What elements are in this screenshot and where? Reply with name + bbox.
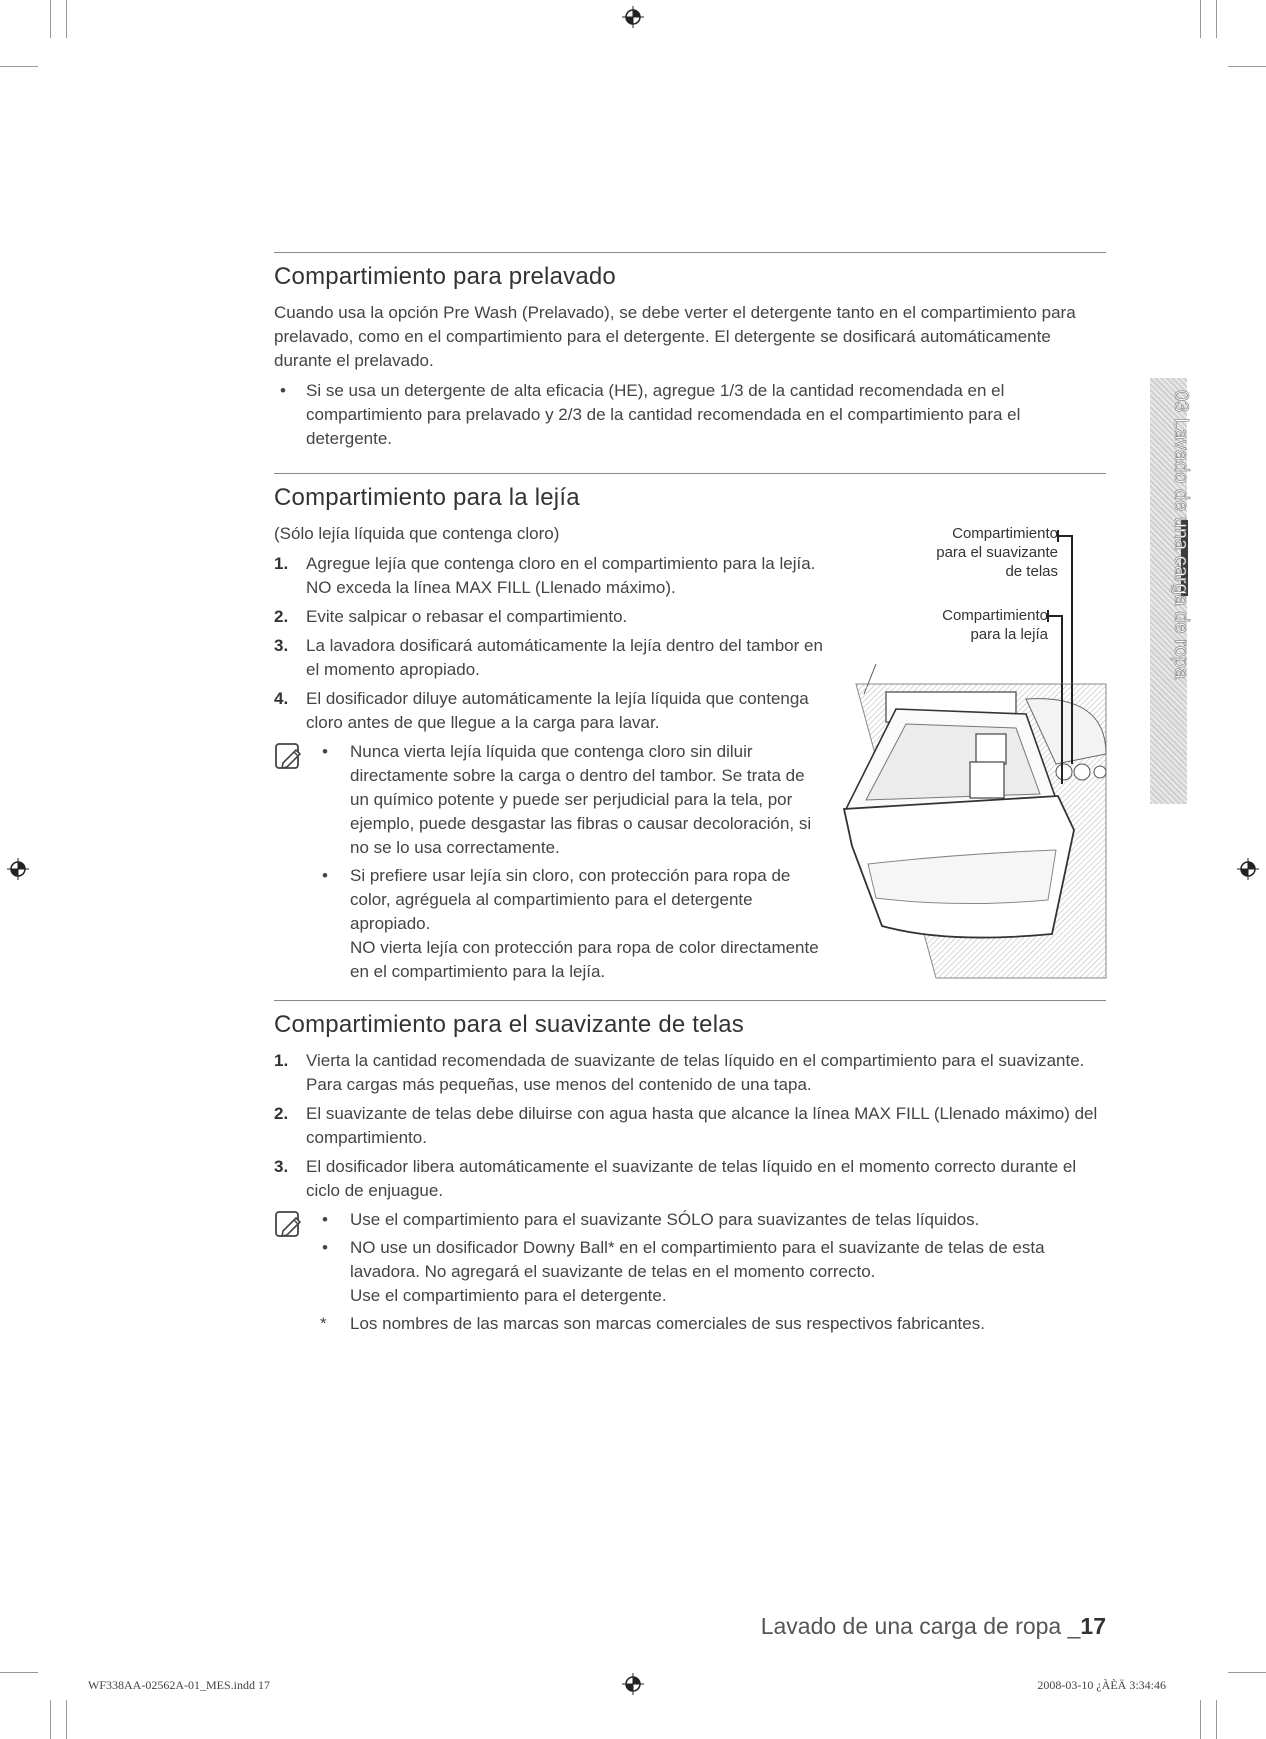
section-prewash [274, 252, 1106, 451]
note-line: Use el compartimiento para el suavizante SÓLO para suavizantes de telas líquidos. [350, 1210, 980, 1229]
page-number: 17 [1080, 1613, 1106, 1639]
step-item [274, 1155, 1106, 1203]
crop-mark [50, 0, 51, 38]
section-softener [274, 1000, 1106, 1336]
crop-mark [66, 0, 67, 38]
step-line: NO exceda la línea MAX FILL (Llenado máximo). [306, 578, 676, 597]
bullet-icon: • [322, 866, 328, 885]
print-slug-date: 2008-03-10 ¿ÀÈÄ 3:34:46 [1037, 1678, 1166, 1692]
section-title: Compartimiento para la lejía [274, 484, 580, 511]
note-line: NO use un dosificador Downy Ball* en el compartimiento para el suavizante de telas de esta lavadora. No agregará el suavizante de telas en el momento correcto. [350, 1238, 1045, 1281]
step-line: La lavadora dosificará automáticamente la lejía dentro del tambor en el momento apropiado. [306, 636, 823, 679]
section-intro: (Sólo lejía líquida que contenga cloro) [274, 524, 560, 543]
label-line: para el suavizante [936, 544, 1058, 561]
bullet-item [274, 379, 1106, 451]
footnote [274, 1312, 1106, 1336]
crop-mark [1200, 1700, 1201, 1739]
section-title: Compartimiento para el suavizante de telas [274, 1011, 744, 1038]
label-line: Compartimiento [942, 607, 1048, 624]
crop-mark [1216, 0, 1217, 38]
crop-mark [50, 1700, 51, 1739]
label-line: de telas [1005, 563, 1058, 580]
note-line: Use el compartimiento para el detergente. [350, 1286, 667, 1305]
registration-mark-icon [7, 858, 29, 880]
step-line: El dosificador libera automáticamente el suavizante de telas líquido en el momento correcto durante el ciclo de enjuague. [306, 1157, 1077, 1200]
registration-mark-icon [622, 1673, 644, 1695]
step-number: 4. [274, 689, 289, 708]
step-item [274, 552, 824, 600]
bleach-text-column [274, 522, 824, 984]
note-item [318, 864, 824, 984]
bullet-icon: • [322, 1210, 328, 1229]
step-item [274, 687, 824, 735]
crop-mark [1216, 1700, 1217, 1739]
step-number: 2. [274, 607, 289, 626]
step-line: Vierta la cantidad recomendada de suavizante de telas líquido en el compartimiento para el suavizante. [306, 1051, 1085, 1070]
note-pencil-icon [274, 1210, 304, 1240]
label-line: Compartimiento [952, 525, 1058, 542]
dispenser-drawer-illustration [826, 524, 1106, 984]
footnote-text: Los nombres de las marcas son marcas comerciales de sus respectivos fabricantes. [350, 1314, 985, 1333]
step-line: El suavizante de telas debe diluirse con agua hasta que alcance la línea MAX FILL (Llenado máximo) del compartimiento. [306, 1104, 1098, 1147]
step-line: El dosificador diluye automáticamente la lejía líquida que contenga cloro antes de que llegue a la carga para lavar. [306, 689, 809, 732]
step-line: Para cargas más pequeñas, use menos del contenido de una tapa. [306, 1075, 812, 1094]
registration-mark-icon [1237, 858, 1259, 880]
dispenser-figure [826, 524, 1106, 984]
note-line: Si prefiere usar lejía sin cloro, con protección para ropa de color, agréguela al compartimiento para el detergente apropiado. [350, 866, 791, 933]
note-line: NO vierta lejía con protección para ropa de color directamente en el compartimiento para la lejía. [350, 938, 819, 981]
crop-mark [1200, 0, 1201, 38]
crop-mark [0, 66, 38, 67]
footer-title: Lavado de una carga de ropa _ [760, 1613, 1081, 1639]
chapter-tab-text: 03 Lavado de una carga de ropa [1170, 390, 1192, 680]
note-block [274, 740, 824, 984]
label-line: para la lejía [970, 626, 1048, 643]
step-item [274, 605, 824, 629]
step-item [274, 1049, 1106, 1097]
note-pencil-icon [274, 742, 304, 772]
step-number: 3. [274, 1157, 289, 1176]
note-line: Nunca vierta lejía líquida que contenga cloro sin diluir directamente sobre la carga o dentro del tambor. Se trata de un químico potente y puede ser perjudicial para la tela, por ejemplo, puede desgastar las fibras o causar decoloración, si no se lo usa correctamente. [350, 742, 812, 857]
print-slug-file: WF338AA-02562A-01_MES.indd 17 [88, 1678, 270, 1692]
step-number: 1. [274, 554, 289, 573]
step-number: 3. [274, 636, 289, 655]
page-footer [761, 1613, 1106, 1640]
section-title: Compartimiento para prelavado [274, 263, 616, 290]
bullet-icon: • [322, 1238, 328, 1257]
registration-mark-icon [622, 6, 644, 28]
bullet-text: Si se usa un detergente de alta eficacia (HE), agregue 1/3 de la cantidad recomendada en el compartimiento para prelavado y 2/3 de la cantidad recomendada en el compartimiento para el detergente. [306, 381, 1021, 448]
note-block [274, 1208, 1106, 1308]
crop-mark [1228, 66, 1266, 67]
crop-mark [0, 1672, 38, 1673]
bullet-icon: • [280, 381, 286, 400]
note-item [318, 1208, 1106, 1232]
step-number: 1. [274, 1051, 289, 1070]
note-item [318, 740, 824, 860]
section-intro: Cuando usa la opción Pre Wash (Prelavado), se debe verter el detergente tanto en el compartimiento para prelavado, como en el compartimiento para el detergente. El detergente se dosificará automáticamente durante el prelavado. [274, 303, 1076, 370]
note-item [318, 1236, 1106, 1308]
step-item [274, 634, 824, 682]
bullet-icon: • [322, 742, 328, 761]
footnote-mark: * [320, 1314, 327, 1333]
crop-mark [1228, 1672, 1266, 1673]
step-item [274, 1102, 1106, 1150]
step-line: Evite salpicar o rebasar el compartimiento. [306, 607, 628, 626]
step-line: Agregue lejía que contenga cloro en el compartimiento para la lejía. [306, 554, 816, 573]
crop-mark [66, 1700, 67, 1739]
chapter-tab-label [1152, 390, 1192, 690]
step-number: 2. [274, 1104, 289, 1123]
